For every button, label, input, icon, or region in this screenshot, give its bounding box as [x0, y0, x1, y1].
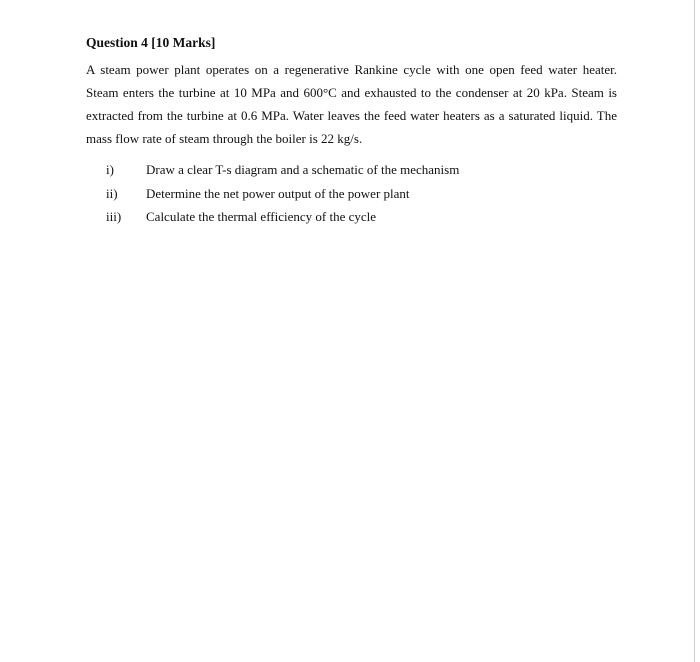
task-item	[86, 158, 617, 182]
task-item	[86, 182, 617, 206]
task-number: i)	[106, 162, 114, 177]
task-list	[86, 158, 617, 229]
question-paragraph: A steam power plant operates on a regenerative Rankine cycle with one open feed water heater. Steam enters the turbine at 10 MPa and 600°C and exhausted to the condenser at 20 kPa. Steam is extracted from the turbine at 0.6 MPa. Water leaves the feed water heaters as a saturated liquid. The mass flow rate of steam through the boiler is 22 kg/s.	[86, 62, 617, 146]
task-item	[86, 205, 617, 229]
task-text: Determine the net power output of the power plant	[146, 185, 410, 201]
task-number: ii)	[106, 185, 118, 201]
task-number: iii)	[106, 209, 122, 224]
task-text: Calculate the thermal efficiency of the cycle	[146, 209, 377, 224]
task-text: Draw a clear T-s diagram and a schematic of the mechanism	[146, 162, 460, 177]
question-heading: Question 4 [10 Marks]	[86, 35, 216, 50]
question-block	[86, 33, 617, 229]
